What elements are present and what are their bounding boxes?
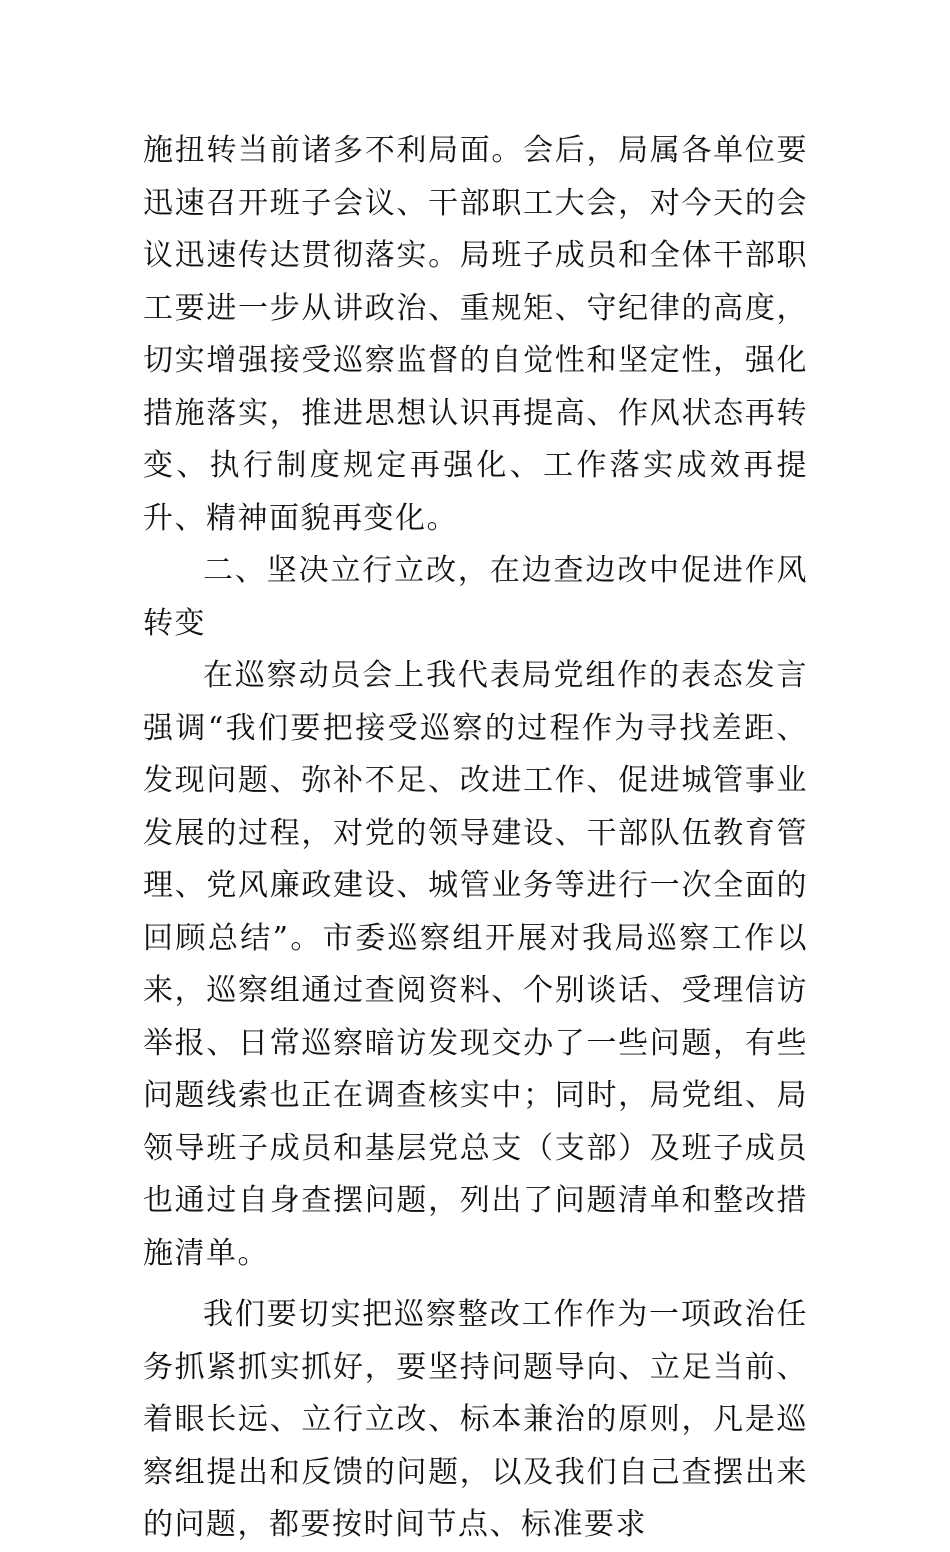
body-paragraph: 施扭转当前诸多不利局面。会后，局属各单位要迅速召开班子会议、干部职工大会，对今天的会议迅速传达贯彻落实。局班子成员和全体干部职工要进一步从讲政治、重规矩、守纪律的高度，切实增强接受巡察监督的自觉性和坚定性，强化措施落实，推进思想认识再提高、作风状态再转变、执行制度规定再强化、工作落实成效再提升、精神面貌再变化。 xyxy=(143,133,808,536)
document-page xyxy=(143,125,808,1552)
body-paragraph: 在巡察动员会上我代表局党组作的表态发言强调“我们要把接受巡察的过程作为寻找差距、发现问题、弥补不足、改进工作、促进城管事业发展的过程，对党的领导建设、干部队伍教育管理、党风廉政建设、城管业务等进行一次全面的回顾总结”。市委巡察组开展对我局巡察工作以来，巡察组通过查阅资料、个别谈话、受理信访举报、日常巡察暗访发现交办了一些问题，有些问题线索也正在调查核实中；同时，局党组、局领导班子成员和基层党总支（支部）及班子成员也通过自身查摆问题，列出了问题清单和整改措施清单。 xyxy=(143,658,808,1271)
body-paragraph: 我们要切实把巡察整改工作作为一项政治任务抓紧抓实抓好，要坚持问题导向、立足当前、着眼长远、立行立改、标本兼治的原则，凡是巡察组提出和反馈的问题，以及我们自己查摆出来的问题，都要按时间节点、标准要求 xyxy=(143,1297,808,1542)
section-heading: 二、坚决立行立改，在边查边改中促进作风转变 xyxy=(143,553,808,641)
